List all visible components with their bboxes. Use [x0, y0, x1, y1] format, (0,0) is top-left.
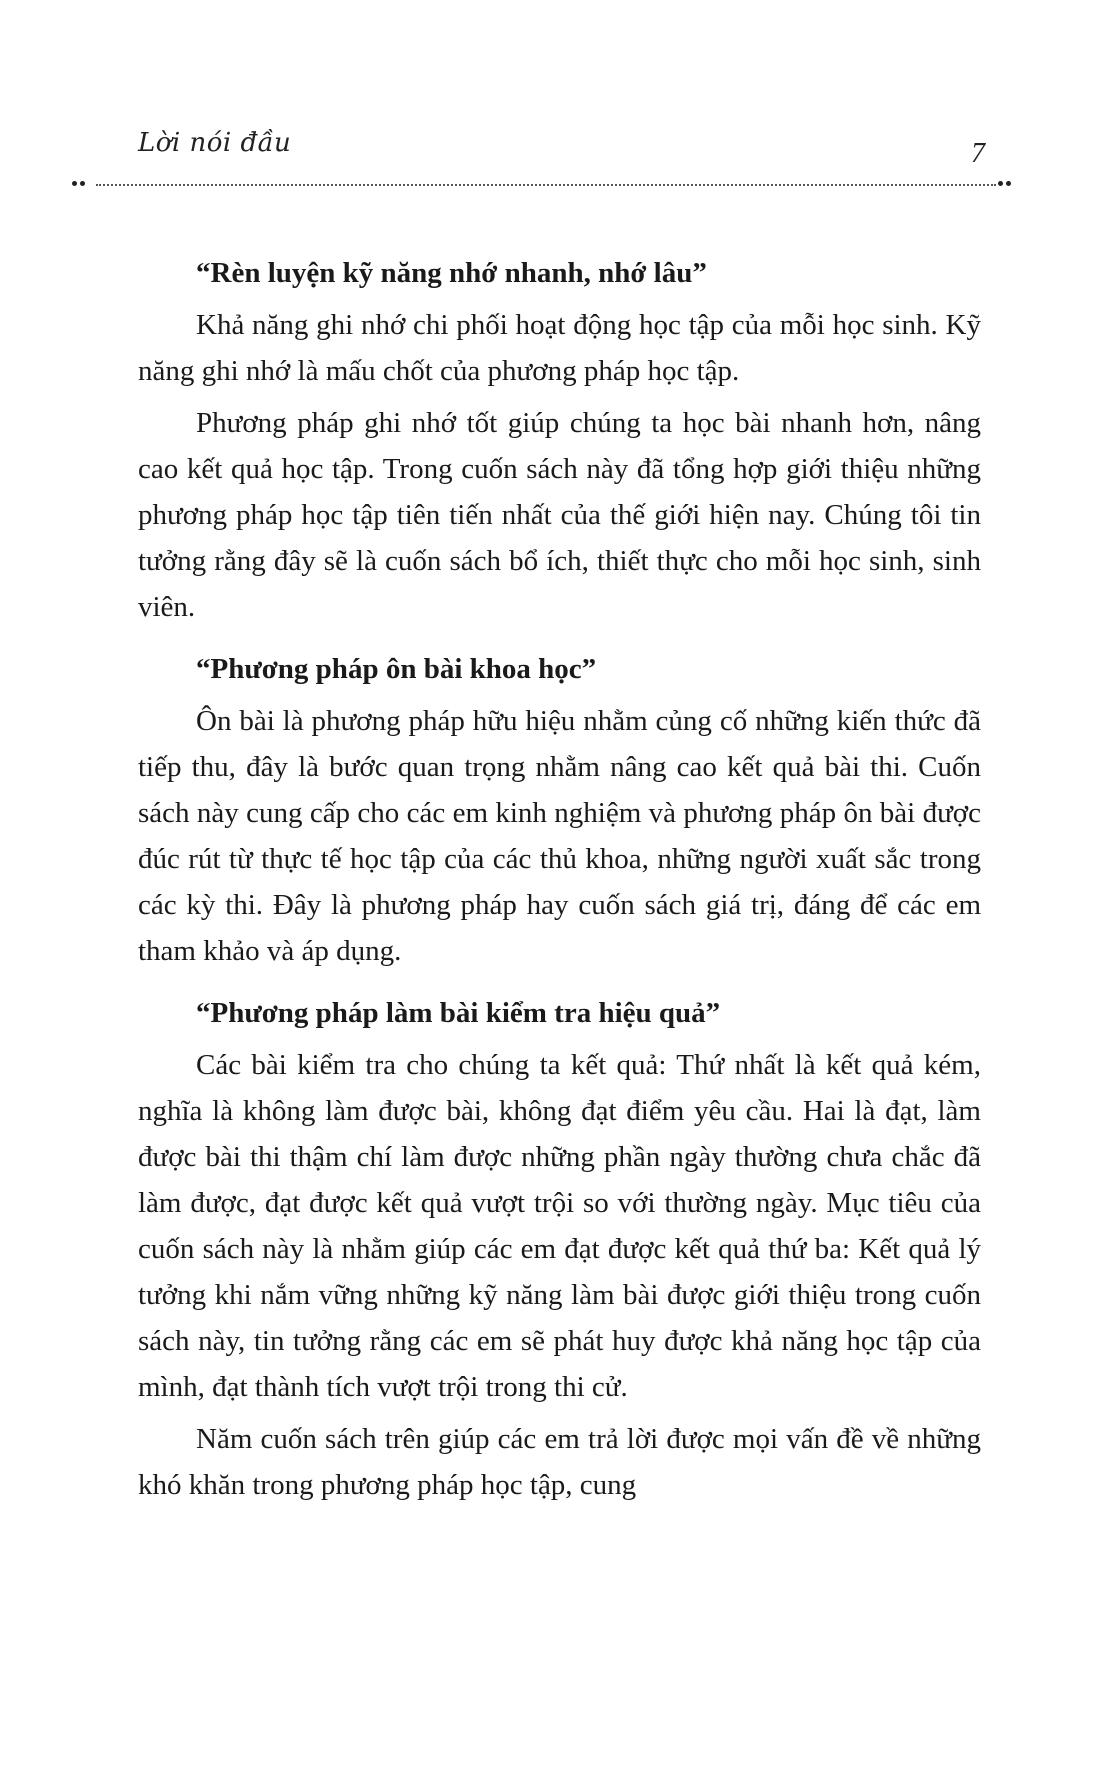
main-text [138, 250, 981, 1514]
running-head-title: Lời nói đầu [138, 128, 292, 158]
paragraph: Năm cuốn sách trên giúp các em trả lời được mọi vấn đề về những khó khăn trong phương pháp học tập, cung [138, 1423, 981, 1501]
paragraph: Ôn bài là phương pháp hữu hiệu nhằm củng cố những kiến thức đã tiếp thu, đây là bước quan trọng nhằm nâng cao kết quả bài thi. Cuốn sách này cung cấp cho các em kinh nghiệm và phương pháp ôn bài được đúc rút từ thực tế học tập của các thủ khoa, những người xuất sắc trong các kỳ thi. Đây là phương pháp hay cuốn sách giá trị, đáng để các em tham khảo và áp dụng. [138, 705, 981, 967]
header-dotted-rule [72, 181, 1020, 189]
section-heading: “Rèn luyện kỹ năng nhớ nhanh, nhớ lâu” [196, 257, 707, 289]
rule-dotted-line [96, 184, 996, 186]
section-heading: “Phương pháp ôn bài khoa học” [196, 653, 597, 685]
paragraph: Khả năng ghi nhớ chi phối hoạt động học tập của mỗi học sinh. Kỹ năng ghi nhớ là mấu chốt của phương pháp học tập. [138, 309, 981, 387]
paragraph: Phương pháp ghi nhớ tốt giúp chúng ta học bài nhanh hơn, nâng cao kết quả học tập. Trong cuốn sách này đã tổng hợp giới thiệu những phương pháp học tập tiên tiến nhất của thế giới hiện nay. Chúng tôi tin tưởng rằng đây sẽ là cuốn sách bổ ích, thiết thực cho mỗi học sinh, sinh viên. [138, 407, 981, 623]
paragraph: Các bài kiểm tra cho chúng ta kết quả: Thứ nhất là kết quả kém, nghĩa là không làm được bài, không đạt điểm yêu cầu. Hai là đạt, làm được bài thi thậm chí làm được những phần ngày thường chưa chắc đã làm được, đạt được kết quả vượt trội so với thường ngày. Mục tiêu của cuốn sách này là nhằm giúp các em đạt được kết quả thứ ba: Kết quả lý tưởng khi nắm vững những kỹ năng làm bài được giới thiệu trong cuốn sách này, tin tưởng rằng các em sẽ phát huy được khả năng học tập của mình, đạt thành tích vượt trội trong thi cử. [138, 1049, 981, 1403]
page-number: 7 [971, 138, 985, 169]
section-heading: “Phương pháp làm bài kiểm tra hiệu quả” [196, 997, 721, 1029]
rule-right-ornament [998, 181, 1020, 189]
rule-left-ornament [72, 181, 94, 189]
